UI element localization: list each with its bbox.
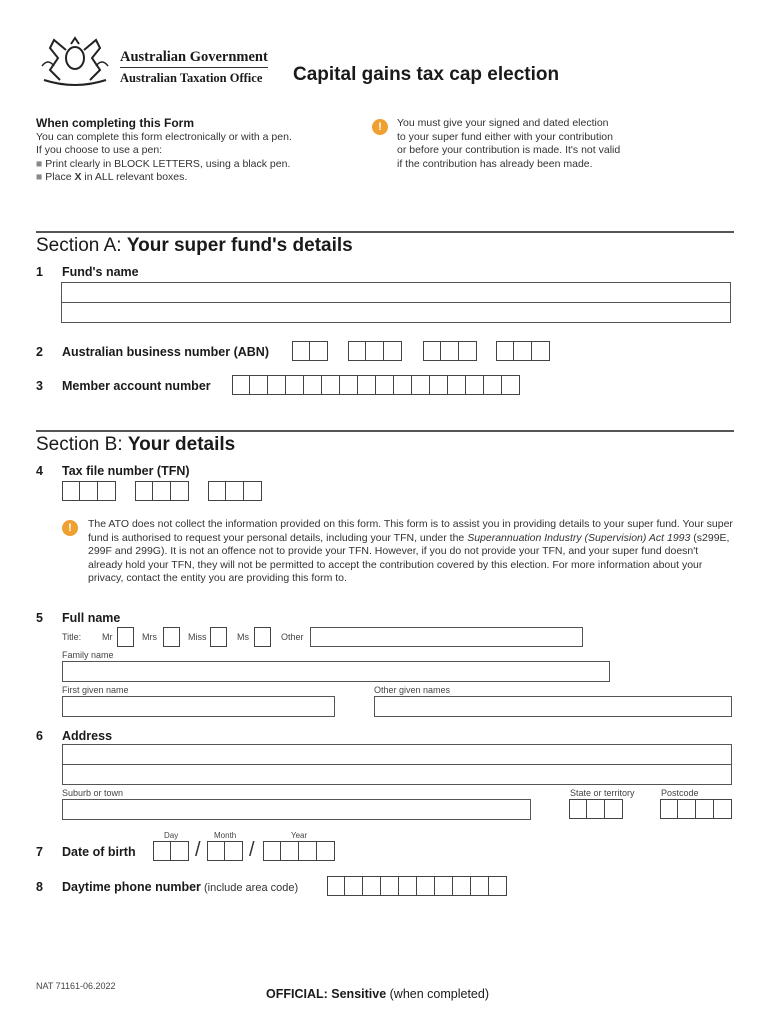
agency-name: Australian Taxation Office [120, 71, 263, 85]
other-given-input[interactable] [374, 696, 732, 717]
section-a-name: Your super fund's details [126, 235, 353, 256]
intro-left [36, 117, 356, 185]
input-cell[interactable] [62, 481, 80, 501]
q8-number: 8 [36, 880, 43, 894]
input-cell[interactable] [423, 341, 441, 361]
input-cell[interactable] [317, 841, 335, 861]
input-cell[interactable] [250, 375, 268, 395]
q8-label-text: Daytime phone number [62, 880, 201, 894]
section-b-title [36, 434, 235, 456]
abn-cells-group1[interactable] [292, 341, 328, 361]
dob-day-cells[interactable] [153, 841, 189, 861]
address-line2-input[interactable] [62, 764, 732, 785]
tfn-cells-group1[interactable] [62, 481, 116, 501]
input-cell[interactable] [471, 876, 489, 896]
title-mrs-label: Mrs [142, 632, 157, 642]
postcode-label: Postcode [661, 788, 699, 798]
input-cell[interactable] [399, 876, 417, 896]
privacy-act-name: Superannuation Industry (Supervision) Act 1993 [467, 531, 691, 544]
input-cell[interactable] [232, 375, 250, 395]
input-cell[interactable] [381, 876, 399, 896]
input-cell[interactable] [135, 481, 153, 501]
government-name: Australian Government [120, 49, 268, 65]
tfn-cells-group2[interactable] [135, 481, 189, 501]
input-cell[interactable] [453, 876, 471, 896]
bullet2-x: X [74, 171, 82, 183]
input-cell[interactable] [299, 841, 317, 861]
bullet-square-icon: ■ [36, 171, 46, 183]
member-account-cells[interactable] [232, 375, 520, 395]
title-label: Title: [62, 632, 82, 642]
coat-of-arms-logo [36, 36, 114, 88]
state-label: State or territory [570, 788, 635, 798]
input-cell[interactable] [660, 799, 678, 819]
intro-heading: When completing this Form [36, 116, 194, 130]
q8-label [62, 880, 298, 894]
input-cell[interactable] [605, 799, 623, 819]
year-label: Year [291, 831, 308, 840]
input-cell[interactable] [417, 876, 435, 896]
input-cell[interactable] [678, 799, 696, 819]
q6-number: 6 [36, 729, 43, 743]
q4-number: 4 [36, 464, 43, 478]
date-slash-icon: / [195, 839, 201, 861]
input-cell[interactable] [363, 876, 381, 896]
intro-line1: You can complete this form electronically or with a pen. [36, 130, 292, 143]
input-cell[interactable] [430, 375, 448, 395]
input-cell[interactable] [153, 481, 171, 501]
section-b-prefix: Section B: [36, 434, 128, 455]
input-cell[interactable] [281, 841, 299, 861]
q2-label: Australian business number (ABN) [62, 345, 269, 359]
header-rule [120, 67, 268, 68]
title-other-label: Other [281, 632, 304, 642]
abn-cells-group2[interactable] [348, 341, 402, 361]
input-cell[interactable] [496, 341, 514, 361]
input-cell[interactable] [345, 876, 363, 896]
q2-number: 2 [36, 345, 43, 359]
official-rest: (when completed) [386, 987, 489, 1001]
intro-bullet2 [36, 171, 356, 185]
q7-label: Date of birth [62, 845, 136, 859]
title-mr-label: Mr [102, 632, 113, 642]
input-cell[interactable] [358, 375, 376, 395]
q3-label: Member account number [62, 379, 211, 393]
title-miss-checkbox[interactable] [210, 627, 227, 647]
section-b-name: Your details [127, 434, 236, 455]
fund-name-line2[interactable] [61, 302, 731, 323]
input-cell[interactable] [225, 841, 243, 861]
note-line3: or before your contribution is made. It's not valid [397, 144, 621, 156]
state-cells[interactable] [569, 799, 623, 819]
address-line1-input[interactable] [62, 744, 732, 765]
section-a-prefix: Section A: [36, 235, 127, 256]
input-cell[interactable] [322, 375, 340, 395]
title-ms-checkbox[interactable] [254, 627, 271, 647]
input-cell[interactable] [412, 375, 430, 395]
suburb-label: Suburb or town [62, 788, 124, 798]
input-cell[interactable] [484, 375, 502, 395]
input-cell[interactable] [448, 375, 466, 395]
title-other-input[interactable] [310, 627, 583, 647]
input-cell[interactable] [263, 841, 281, 861]
q8-hint: (include area code) [200, 882, 299, 894]
input-cell[interactable] [171, 481, 189, 501]
q1-label: Fund's name [62, 265, 139, 279]
title-ms-label: Ms [237, 632, 249, 642]
first-given-label: First given name [62, 685, 129, 695]
input-cell[interactable] [459, 341, 477, 361]
intro-line2: If you choose to use a pen: [36, 144, 163, 156]
q4-label: Tax file number (TFN) [62, 464, 190, 478]
family-name-input[interactable] [62, 661, 610, 682]
q7-number: 7 [36, 845, 43, 859]
input-cell[interactable] [208, 481, 226, 501]
day-label: Day [164, 831, 179, 840]
input-cell[interactable] [207, 841, 225, 861]
input-cell[interactable] [696, 799, 714, 819]
input-cell[interactable] [466, 375, 484, 395]
dob-month-cells[interactable] [207, 841, 243, 861]
input-cell[interactable] [514, 341, 532, 361]
input-cell[interactable] [376, 375, 394, 395]
family-name-label: Family name [62, 650, 114, 660]
input-cell[interactable] [384, 341, 402, 361]
tfn-cells-group3[interactable] [208, 481, 262, 501]
section-a-rule [36, 231, 734, 233]
official-bold: OFFICIAL: Sensitive [266, 987, 387, 1001]
privacy-text-pre: The ATO does not collect the information provided on this form. This form is to assist you in providing details to your super fund. Your super fund is authorised to request your personal details, including your TFN, under the [88, 518, 733, 544]
input-cell[interactable] [348, 341, 366, 361]
input-cell[interactable] [502, 375, 520, 395]
month-label: Month [214, 831, 237, 840]
input-cell[interactable] [244, 481, 262, 501]
privacy-warning-icon: ! [62, 520, 78, 536]
title-mr-checkbox[interactable] [117, 627, 134, 647]
other-given-label: Other given names [374, 685, 451, 695]
input-cell[interactable] [310, 341, 328, 361]
abn-cells-group4[interactable] [496, 341, 550, 361]
input-cell[interactable] [394, 375, 412, 395]
input-cell[interactable] [153, 841, 171, 861]
phone-cells[interactable] [327, 876, 507, 896]
date-slash-icon: / [249, 839, 255, 861]
bullet2-post: in ALL relevant boxes. [81, 171, 188, 183]
section-b-rule [36, 430, 734, 432]
postcode-cells[interactable] [660, 799, 732, 819]
input-cell[interactable] [366, 341, 384, 361]
privacy-notice [88, 518, 734, 586]
suburb-input[interactable] [62, 799, 531, 820]
intro-bullet1 [36, 158, 356, 172]
fund-name-line1[interactable] [61, 282, 731, 303]
note-line4: if the contribution has already been made. [397, 157, 593, 170]
input-cell[interactable] [587, 799, 605, 819]
q5-number: 5 [36, 611, 43, 625]
form-code: NAT 71161-06.2022 [36, 981, 116, 991]
q3-number: 3 [36, 379, 43, 393]
q1-number: 1 [36, 265, 43, 279]
note-line2: to your super fund either with your contribution [397, 130, 613, 143]
note-line1: You must give your signed and dated election [397, 117, 609, 129]
section-a-title [36, 235, 353, 257]
warning-icon: ! [372, 119, 388, 135]
input-cell[interactable] [304, 375, 322, 395]
intro-note [397, 117, 697, 171]
input-cell[interactable] [327, 876, 345, 896]
input-cell[interactable] [286, 375, 304, 395]
official-marking [266, 987, 489, 1001]
privacy-text-post: (s299E, 299F and 299G). It is not an offence not to provide your TFN. However, if you do not provide your TFN, and your super fund doesn't already hold your TFN, they will not be permitted to accept the contribution covered by this election. For more information about your privacy, contact the entity you are providing this form to. [88, 531, 730, 584]
form-title: Capital gains tax cap election [293, 64, 560, 85]
q6-label: Address [62, 729, 113, 743]
bullet1-text: Print clearly in BLOCK LETTERS, using a black pen. [45, 157, 291, 170]
bullet2-pre: Place [45, 171, 75, 183]
input-cell[interactable] [435, 876, 453, 896]
abn-cells-group3[interactable] [423, 341, 477, 361]
dob-year-cells[interactable] [263, 841, 335, 861]
input-cell[interactable] [171, 841, 189, 861]
input-cell[interactable] [489, 876, 507, 896]
input-cell[interactable] [714, 799, 732, 819]
input-cell[interactable] [569, 799, 587, 819]
input-cell[interactable] [441, 341, 459, 361]
q5-label: Full name [62, 611, 121, 625]
title-miss-label: Miss [188, 632, 207, 642]
input-cell[interactable] [532, 341, 550, 361]
input-cell[interactable] [340, 375, 358, 395]
input-cell[interactable] [292, 341, 310, 361]
input-cell[interactable] [98, 481, 116, 501]
input-cell[interactable] [226, 481, 244, 501]
input-cell[interactable] [80, 481, 98, 501]
bullet-square-icon: ■ [36, 157, 46, 170]
title-mrs-checkbox[interactable] [163, 627, 180, 647]
input-cell[interactable] [268, 375, 286, 395]
first-given-input[interactable] [62, 696, 335, 717]
